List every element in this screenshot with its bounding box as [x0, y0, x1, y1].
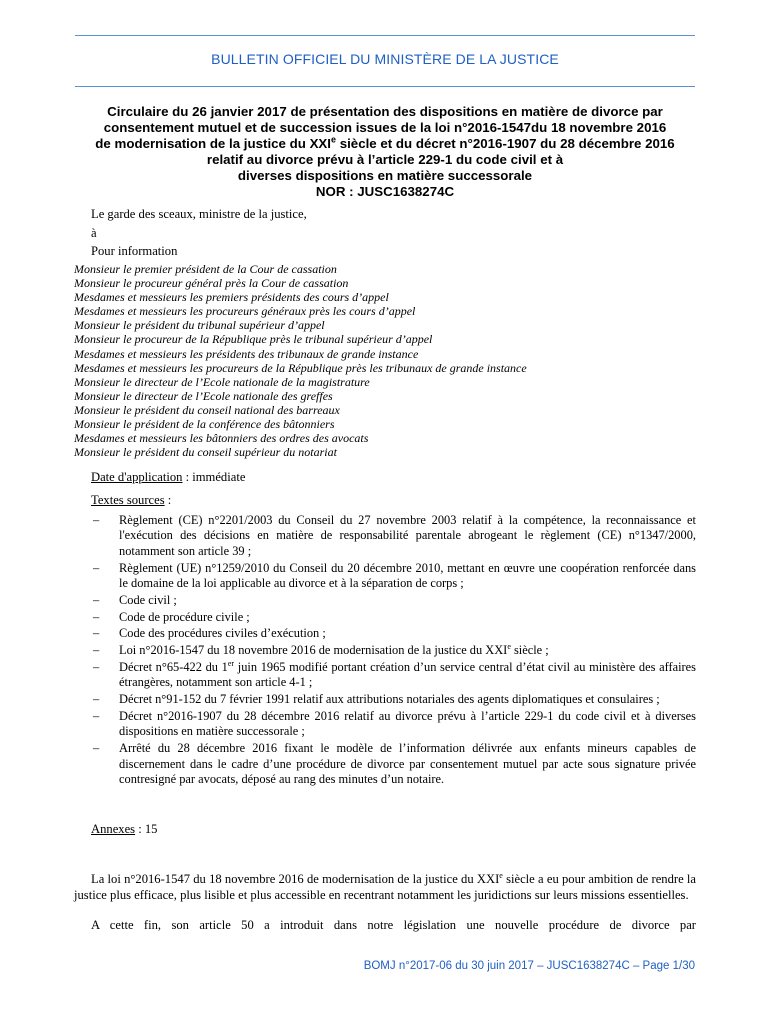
annexes-line: Annexes : 15	[91, 822, 158, 836]
title-line: Circulaire du 26 janvier 2017 de présentation des dispositions en matière de divorce par	[107, 104, 663, 119]
source-item: – Code des procédures civiles d’exécution ;	[93, 626, 326, 641]
source-item: – Décret n°91-152 du 7 février 1991 relatif aux attributions notariales des agents diplomatiques et consulaires ;	[93, 692, 660, 707]
recipient-item: Monsieur le directeur de l’Ecole nationale des greffes	[74, 388, 333, 403]
nor-reference: NOR : JUSC1638274C	[315, 184, 455, 199]
recipient-list	[74, 262, 527, 459]
recipient-item: Mesdames et messieurs les procureurs de la République près les tribunaux de grande instance	[74, 360, 527, 375]
recipient-item: Monsieur le directeur de l’Ecole nationale de la magistrature	[74, 374, 370, 389]
source-item: – Code civil ;	[93, 592, 177, 607]
source-item: – Règlement (CE) n°2201/2003 du Conseil du 27 novembre 2003 relatif à la compétence, la reconnaissance et l'exécution des décisions en matière de responsabilité parentale abrogeant le règlement (CE) n°1347/2000, notamment son article 39 ;	[93, 513, 696, 558]
recipient-item: Monsieur le président du tribunal supérieur d’appel	[74, 318, 325, 333]
title-line: de modernisation de la justice du XXIe siècle et du décret n°2016-1907 du 28 décembre 2016	[95, 134, 675, 151]
recipient-item: Monsieur le procureur de la République près le tribunal supérieur d’appel	[74, 332, 433, 347]
source-item: – Décret n°65-422 du 1er juin 1965 modifié portant création d’un service central d’état civil au ministère des affaires étrangères, notamment son article 4-1 ;	[93, 658, 696, 690]
recipient-item: Monsieur le premier président de la Cour de cassation	[74, 262, 337, 276]
header-rule-top	[75, 35, 695, 36]
recipient-item: Mesdames et messieurs les procureurs généraux près les cours d’appel	[74, 304, 416, 319]
recipient-item: Mesdames et messieurs les présidents des tribunaux de grande instance	[74, 346, 419, 361]
sender-line: Le garde des sceaux, ministre de la justice,	[91, 207, 307, 221]
source-item: – Loi n°2016-1547 du 18 novembre 2016 de modernisation de la justice du XXIe siècle ;	[93, 642, 549, 658]
source-item: – Décret n°2016-1907 du 28 décembre 2016 relatif au divorce prévu à l’article 229-1 du code civil et à diverses dispositions en matière successorale ;	[93, 709, 696, 739]
sources-heading: Textes sources :	[91, 493, 172, 507]
recipient-connector: à	[91, 226, 97, 240]
recipient-item: Monsieur le procureur général près la Cour de cassation	[74, 276, 349, 291]
recipient-item: Monsieur le président du conseil supérieur du notariat	[74, 445, 337, 460]
application-date: Date d'application : immédiate	[91, 470, 246, 484]
recipient-item: Monsieur le président du conseil national des barreaux	[74, 402, 340, 417]
source-item: – Règlement (UE) n°1259/2010 du Conseil du 20 décembre 2010, mettant en œuvre une coopération renforcée dans le domaine de la loi applicable au divorce et à la séparation de corps ;	[93, 560, 696, 591]
for-information-label: Pour information	[91, 244, 178, 258]
recipient-item: Mesdames et messieurs les bâtonniers des ordres des avocats	[74, 431, 369, 446]
title-line: diverses dispositions en matière successorale	[237, 168, 533, 183]
recipient-item: Mesdames et messieurs les premiers présidents des cours d’appel	[74, 290, 389, 305]
bulletin-title: BULLETIN OFFICIEL DU MINISTÈRE DE LA JUSTICE	[211, 51, 559, 67]
body-paragraph: A cette fin, son article 50 a introduit dans notre législation une nouvelle procédure de divorce par	[91, 918, 696, 932]
source-item: – Arrêté du 28 décembre 2016 fixant le modèle de l’information délivrée aux enfants mineurs capables de discernement dans le cadre d’une procédure de divorce par consentement mutuel par acte sous signature privée contresigné par avocats, déposé au rang des minutes d’un notaire.	[93, 741, 696, 787]
sources-list	[93, 513, 696, 789]
body-paragraph: La loi n°2016-1547 du 18 novembre 2016 de modernisation de la justice du XXIe siècle a eu pour ambition de rendre la justice plus efficace, plus lisible et plus accessible en recentrant notamment les juridictions sur leurs missions essentielles.	[74, 870, 697, 902]
circular-title	[80, 104, 690, 200]
title-line: consentement mutuel et de succession issues de la loi n°2016-1547du 18 novembre 2016	[103, 120, 667, 135]
source-item: – Code de procédure civile ;	[93, 609, 250, 624]
recipient-item: Monsieur le président de la conférence des bâtonniers	[74, 417, 335, 432]
page-footer: BOMJ n°2017-06 du 30 juin 2017 – JUSC1638274C – Page 1/30	[363, 960, 695, 972]
title-line: relatif au divorce prévu à l’article 229-1 du code civil et à	[206, 152, 564, 167]
header-rule-bottom	[75, 86, 695, 87]
